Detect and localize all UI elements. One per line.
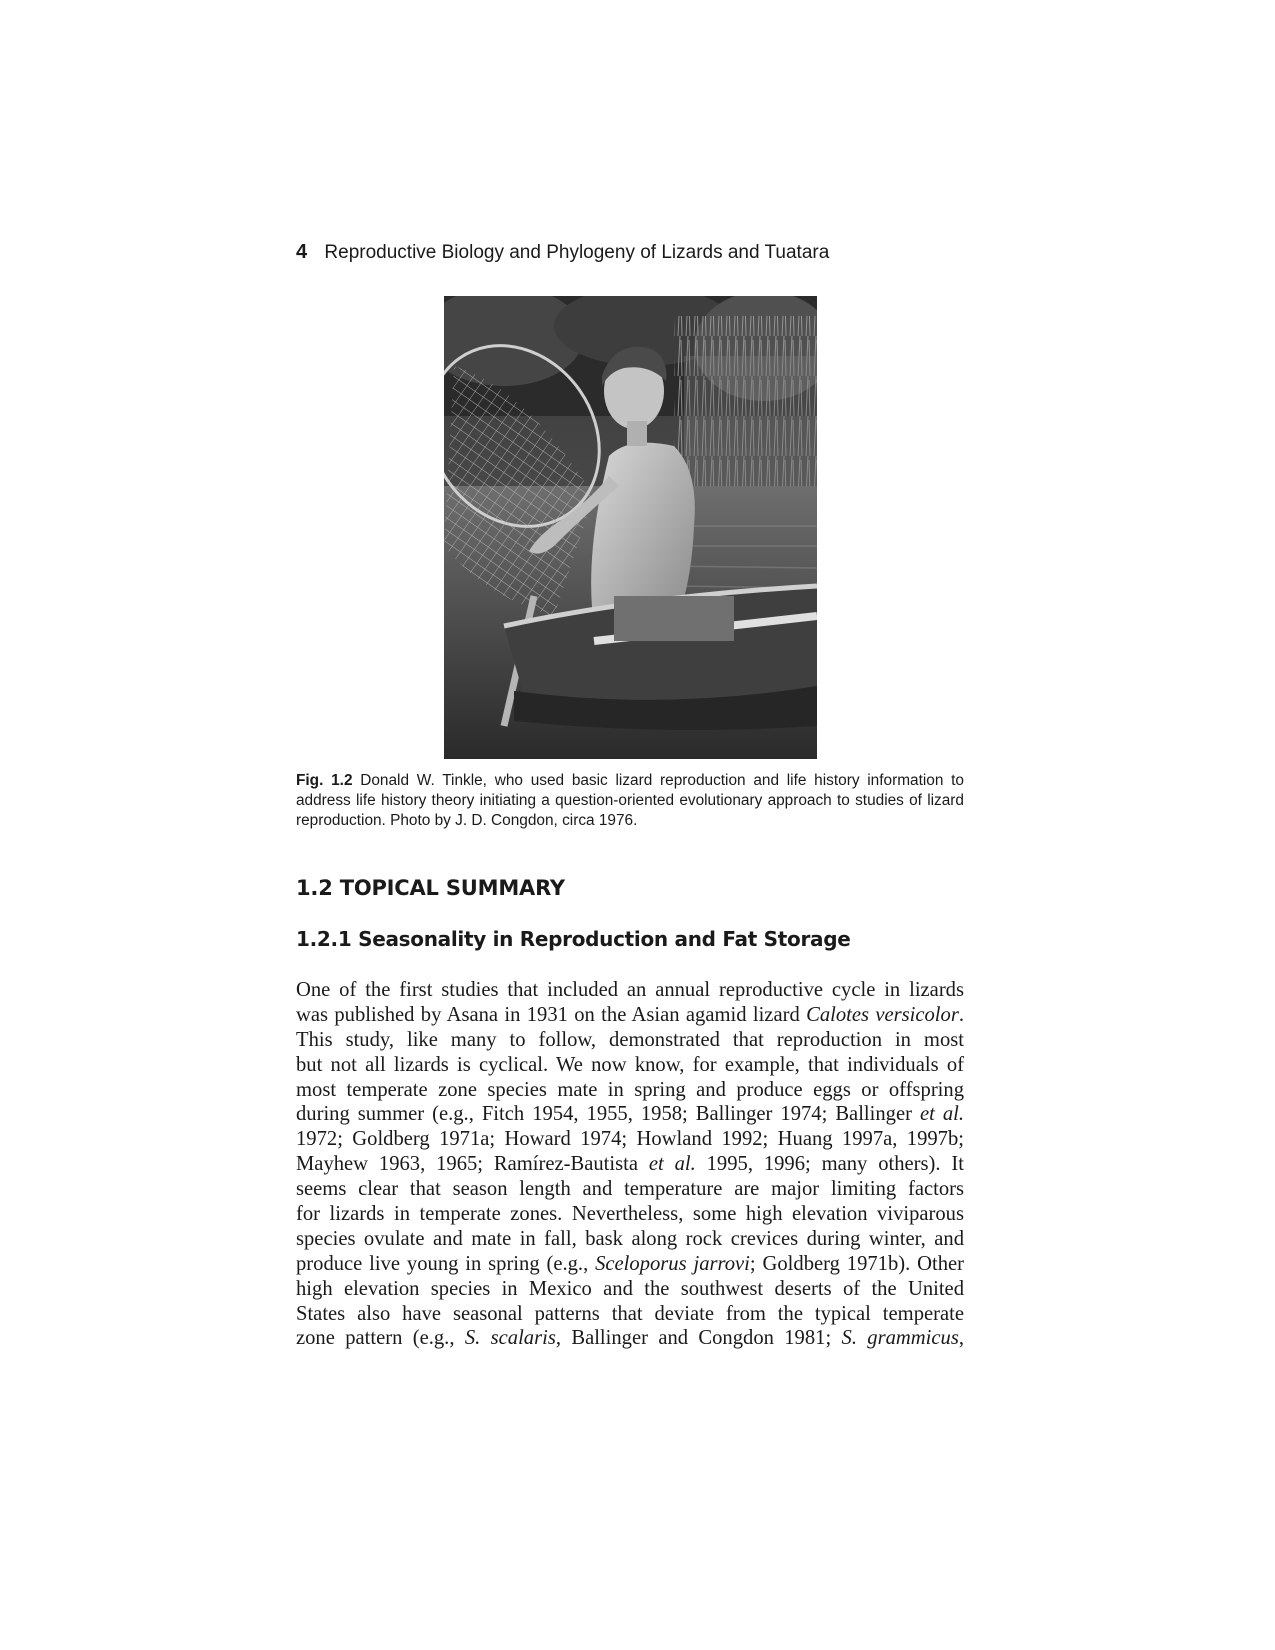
text-run: during summer (e.g., Fitch 1954, 1955, 1958; Ballinger 1974; Ballinger [296, 1103, 920, 1126]
text-run: produce live young in spring (e.g., [296, 1252, 596, 1275]
figure-caption-text: Donald W. Tinkle, who used basic lizard reproduction and life history information to address life history theory initiating a question-oriented evolutionary approach to studies of lizard reproduction. Photo by J. D. Congdon, circa 1976. [296, 772, 964, 829]
species-name: S. scalaris [464, 1327, 556, 1350]
figure-label: Fig. 1.2 [296, 772, 353, 789]
text-line [296, 1078, 964, 1103]
text-run: most temperate zone species mate in spring and produce eggs or offspring [296, 1078, 964, 1101]
section-heading: 1.2 TOPICAL SUMMARY [296, 876, 565, 900]
text-run: Mayhew 1963, 1965; Ramírez-Bautista [296, 1153, 649, 1176]
et-al: et al. [648, 1153, 696, 1176]
text-line [296, 1277, 964, 1302]
text-run: 1995, 1996; many others). It [695, 1153, 964, 1176]
figure-caption [296, 771, 964, 831]
text-run: States also have seasonal patterns that deviate from the typical temperate [296, 1302, 964, 1325]
text-run: , Ballinger and Congdon 1981; [555, 1327, 842, 1350]
text-run: 1972; Goldberg 1971a; Howard 1974; Howland 1992; Huang 1997a, 1997b; [296, 1128, 964, 1151]
text-run: ; Goldberg 1971b). Other [749, 1252, 965, 1275]
text-run: zone pattern (e.g., [296, 1327, 465, 1350]
text-run: . [958, 1003, 964, 1026]
text-run: seems clear that season length and temperature are major limiting factors [296, 1178, 964, 1201]
text-line [296, 1053, 964, 1078]
text-line [296, 1028, 964, 1053]
text-line [296, 1302, 964, 1327]
species-name: Sceloporus jarrovi [595, 1252, 750, 1275]
text-run: This study, like many to follow, demonstrated that reproduction in most [296, 1028, 964, 1051]
page-number: 4 [296, 241, 308, 263]
text-run: but not all lizards is cyclical. We now know, for example, that individuals of [296, 1053, 964, 1076]
text-line [296, 1252, 964, 1277]
text-line [296, 1202, 964, 1227]
text-run: species ovulate and mate in fall, bask along rock crevices during winter, and [296, 1227, 964, 1250]
body-paragraph [296, 978, 964, 1351]
text-line [296, 1003, 964, 1028]
text-line [296, 1326, 964, 1351]
species-name: S. grammicus [841, 1327, 959, 1350]
text-line [296, 1102, 964, 1127]
text-run: , [958, 1327, 964, 1350]
figure-photo [444, 296, 817, 759]
text-run: high elevation species in Mexico and the southwest deserts of the United [296, 1277, 964, 1300]
photo-man-in-boat-with-net-icon [444, 296, 817, 759]
text-run: One of the first studies that included an annual reproductive cycle in lizards [296, 979, 964, 1001]
et-al: et al. [919, 1103, 964, 1126]
text-run: for lizards in temperate zones. Nevertheless, some high elevation viviparous [296, 1203, 964, 1226]
text-line [296, 1177, 964, 1202]
book-title: Reproductive Biology and Phylogeny of Lizards and Tuatara [324, 242, 830, 263]
subsection-heading: 1.2.1 Seasonality in Reproduction and Fat Storage [296, 927, 851, 951]
text-line [296, 978, 964, 1003]
text-line [296, 1127, 964, 1152]
running-head [296, 240, 829, 265]
text-run: was published by Asana in 1931 on the Asian agamid lizard [296, 1003, 807, 1026]
text-line [296, 1152, 964, 1177]
species-name: Calotes versicolor [806, 1003, 959, 1026]
text-line [296, 1227, 964, 1252]
